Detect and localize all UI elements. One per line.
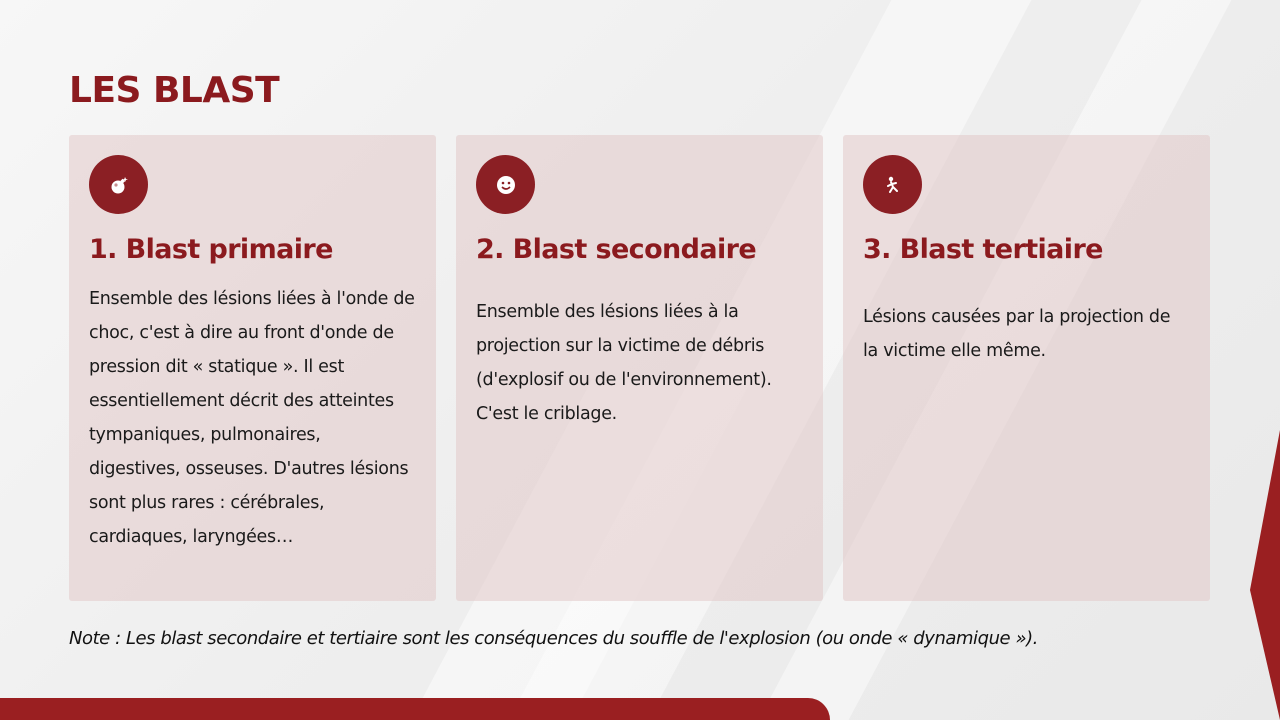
card-title: 2. Blast secondaire: [476, 234, 757, 265]
card-blast-secondaire: [456, 135, 823, 601]
right-accent-shape: [1248, 430, 1280, 720]
card-text: Lésions causées par la projection de la victime elle même.: [863, 307, 1171, 361]
card-blast-tertiaire: [843, 135, 1210, 601]
card-text: Ensemble des lésions liées à l'onde de choc, c'est à dire au front d'onde de pression dit « statique ». Il est essentiellement décrit des atteintes tympaniques, pulmonaires, digestives, osseuses. D'autres lésions sont plus rares : cérébrales, cardiaques, laryngées…: [89, 289, 415, 547]
note-text: Note : Les blast secondaire et tertiaire sont les conséquences du souffle de l'explosion (ou onde « dynamique »).: [69, 628, 1038, 649]
bomb-icon: [89, 155, 148, 214]
card-text: Ensemble des lésions liées à la projection sur la victime de débris (d'explosif ou de l'environnement). C'est le criblage.: [476, 302, 772, 424]
page-title: LES BLAST: [69, 70, 280, 111]
face-icon: [476, 155, 535, 214]
person-falling-icon: [863, 155, 922, 214]
bottom-bar: [0, 698, 830, 720]
card-title: 3. Blast tertiaire: [863, 234, 1103, 265]
card-blast-primaire: [69, 135, 436, 601]
card-title: 1. Blast primaire: [89, 234, 333, 265]
